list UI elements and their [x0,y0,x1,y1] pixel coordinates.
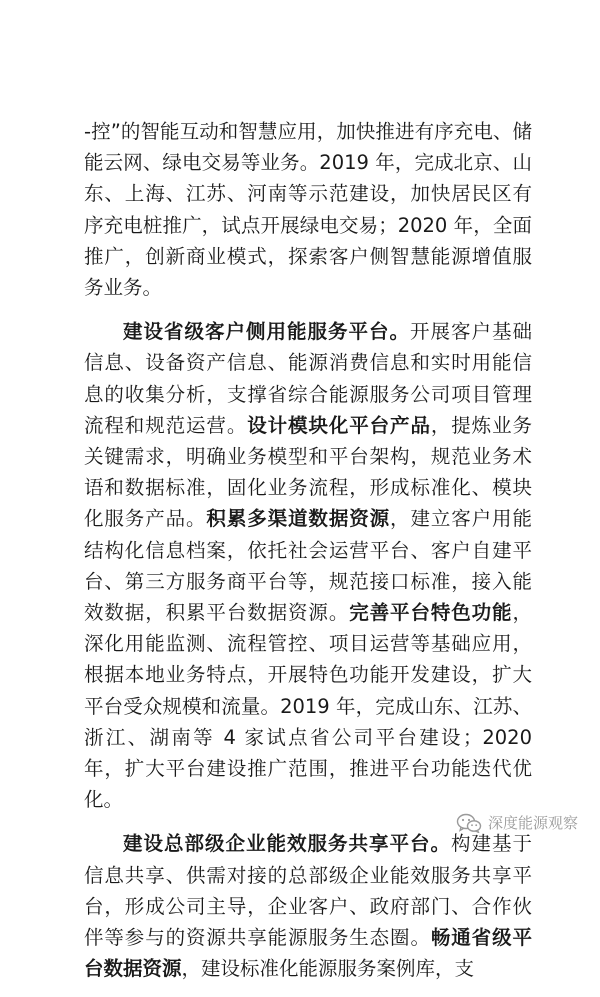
paragraph [84,116,532,303]
text-run: ，深化用能监测、流程管控、项目运营等基础应用，根据本地业务特点，开展特色功能开发建设，扩大平台受众规模和流量。2019 年，完成山东、江苏、浙江、湖南等 4 家试点省公司平台建设；2020 年，扩大平台建设推广范围，推进平台功能迭代优化。 [84,601,532,812]
bold-heading-run: 建设总部级企业能效服务共享平台。 [123,832,451,856]
watermark-text: 深度能源观察 [487,814,578,832]
bold-heading-run: 建设省级客户侧用能服务平台。 [123,320,410,344]
document-body [84,116,532,997]
text-run: ，建设标准化能源服务案例库，支 [181,957,475,981]
paragraph [84,316,532,815]
text-run: ，提炼业务关键需求，明确业务模型和平台架构，规范业务术语和数据标准，固化业务流程，形成标准化、模块化服务产品。 [84,413,532,531]
text-run: -控”的智能互动和智慧应用，加快推进有序充电、储能云网、绿电交易等业务。2019 年，完成北京、山东、上海、江苏、河南等示范建设，加快居民区有序充电桩推广，试点开展绿电交易；2020 年，全面推广，创新商业模式，探索客户侧智慧能源增值服务业务。 [84,120,532,300]
bold-heading-run: 积累多渠道数据资源 [206,507,391,531]
text-run: 开展客户基础信息、设备资产信息、能源消费信息和实时用能信息的收集分析，支撑省综合能源服务公司项目管理流程和规范运营。 [84,320,532,437]
wechat-icon [456,813,482,833]
paragraph [84,828,532,984]
bold-heading-run: 完善平台特色功能 [349,601,513,625]
watermark [456,812,578,833]
bold-heading-run: 畅通省级平台数据资源 [84,926,532,981]
text-run: ，建立客户用能结构化信息档案，依托社会运营平台、客户自建平台、第三方服务商平台等，规范接口标准，接入能效数据，积累平台数据资源。 [84,507,532,625]
bold-heading-run: 设计模块化平台产品 [247,413,431,437]
text-run: 构建基于信息共享、供需对接的总部级企业能效服务共享平台，形成公司主导，企业客户、政府部门、合作伙伴等参与的资源共享能源服务生态圈。 [84,832,532,950]
